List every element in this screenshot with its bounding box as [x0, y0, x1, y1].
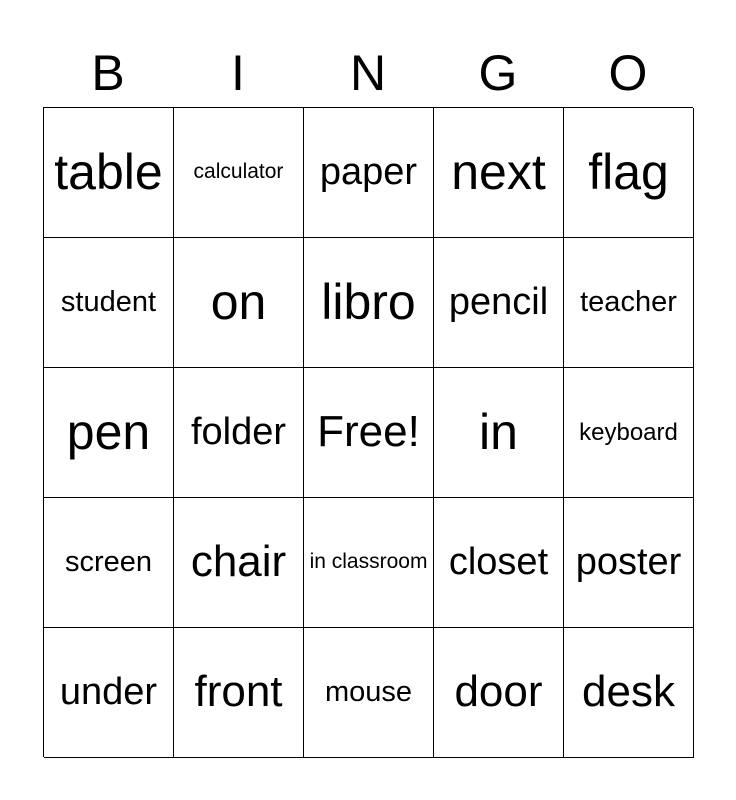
bingo-cell[interactable] [304, 628, 434, 758]
cell-word: next [451, 143, 546, 200]
bingo-cell[interactable] [564, 238, 694, 368]
cell-word: under [59, 670, 158, 713]
bingo-cell[interactable] [434, 238, 564, 368]
bingo-cell[interactable] [174, 108, 304, 238]
cell-word: pen [66, 403, 151, 460]
cell-word: in [479, 403, 518, 460]
bingo-cell[interactable] [434, 628, 564, 758]
cell-word: table [54, 143, 163, 200]
bingo-cell-free[interactable] [304, 368, 434, 498]
cell-word: door [454, 667, 543, 717]
bingo-cell[interactable] [44, 628, 174, 758]
bingo-cell[interactable] [564, 368, 694, 498]
header-letter-o: O [608, 45, 648, 101]
cell-word: chair [190, 537, 287, 587]
bingo-cell[interactable] [44, 108, 174, 238]
header-letter-n: N [349, 45, 387, 101]
bingo-cell[interactable] [44, 368, 174, 498]
cell-word: on [210, 273, 267, 330]
bingo-cell[interactable] [564, 108, 694, 238]
bingo-cell[interactable] [434, 498, 564, 628]
header-letter-i: I [231, 45, 245, 101]
bingo-cell[interactable] [304, 498, 434, 628]
cell-word: desk [582, 667, 675, 717]
bingo-cell[interactable] [434, 368, 564, 498]
cell-word: pencil [448, 280, 549, 323]
cell-word: flag [588, 143, 669, 200]
bingo-cell[interactable] [174, 628, 304, 758]
bingo-cell[interactable] [304, 238, 434, 368]
bingo-cell[interactable] [564, 498, 694, 628]
cell-word: closet [448, 540, 549, 583]
bingo-cell[interactable] [174, 238, 304, 368]
bingo-cell[interactable] [174, 368, 304, 498]
cell-word: poster [575, 540, 682, 583]
bingo-cell[interactable] [44, 498, 174, 628]
bingo-card [43, 107, 693, 757]
bingo-cell[interactable] [174, 498, 304, 628]
cell-word: student [60, 285, 157, 318]
cell-word: in classroom [309, 550, 428, 574]
cell-word: libro [321, 273, 416, 330]
cell-word: front [194, 667, 283, 717]
header-letter-b: B [91, 45, 125, 101]
cell-word: paper [319, 150, 418, 193]
cell-word: teacher [580, 285, 677, 318]
bingo-cell[interactable] [434, 108, 564, 238]
bingo-cell[interactable] [44, 238, 174, 368]
free-space-label: Free! [317, 407, 420, 457]
cell-word: folder [190, 410, 287, 453]
cell-word: calculator [193, 160, 284, 184]
cell-word: mouse [324, 675, 413, 708]
bingo-cell[interactable] [564, 628, 694, 758]
bingo-header [43, 40, 693, 106]
header-letter-g: G [478, 45, 518, 101]
cell-word: keyboard [579, 418, 678, 446]
cell-word: screen [64, 545, 153, 578]
bingo-cell[interactable] [304, 108, 434, 238]
